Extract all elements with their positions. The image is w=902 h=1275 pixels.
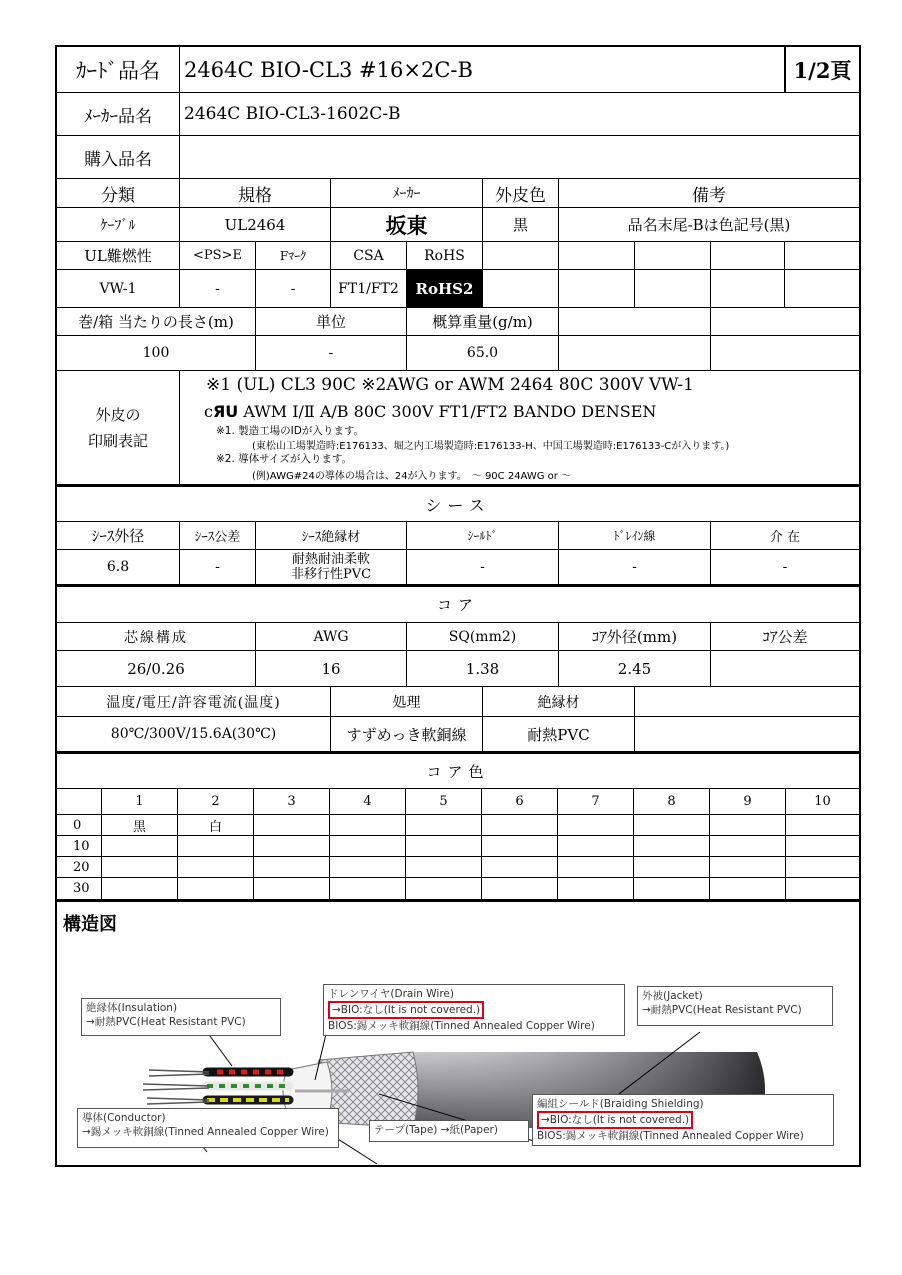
core-value-row — [57, 651, 859, 687]
color-cell — [330, 836, 406, 856]
ul-flame-header: UL難燃性 — [57, 242, 180, 269]
tape-callout — [369, 1120, 529, 1142]
purchase-name-row — [57, 136, 859, 179]
color-cell — [558, 857, 634, 877]
blank-cell — [483, 242, 559, 269]
length-value-row — [57, 336, 859, 371]
conductor-construction-header: 芯線構成 — [57, 623, 256, 650]
core-od-header: ｺｱ外径(mm) — [559, 623, 711, 650]
card-name-label: ｶｰﾄﾞ品名 — [57, 47, 180, 92]
shield-callout — [532, 1094, 834, 1146]
blank-cell — [635, 242, 711, 269]
color-cell — [330, 857, 406, 877]
insulation-line1: 絶縁体(Insulation) — [86, 1002, 178, 1014]
temp-rating-header: 温度/電圧/許容電流(温度) — [57, 687, 331, 716]
maker-name-value: 2464C BIO-CL3-1602C-B — [184, 104, 401, 124]
color-cell — [558, 836, 634, 856]
unit-header: 単位 — [256, 308, 407, 335]
color-cell — [634, 836, 710, 856]
sheath-od-value: 6.8 — [57, 550, 180, 584]
core-title: コア — [436, 596, 479, 614]
standard-header: 規格 — [180, 179, 331, 207]
color-row — [57, 836, 859, 857]
filler-value: - — [782, 559, 788, 575]
filler-header: 介 在 — [769, 530, 801, 545]
color-cell — [710, 836, 786, 856]
print-marking-text — [182, 371, 857, 484]
color-column-header: 1 — [102, 789, 178, 814]
sheath-tolerance-value: - — [180, 550, 256, 584]
blank-cell — [559, 242, 635, 269]
conductor-line1: 導体(Conductor) — [82, 1112, 166, 1124]
blank-cell — [483, 270, 559, 307]
classification-value-row — [57, 208, 859, 242]
color-cell: 黒 — [102, 815, 178, 835]
color-column-header: 6 — [482, 789, 558, 814]
color-cell — [406, 878, 482, 899]
print-label-line1: 外皮の — [95, 405, 141, 424]
spec-sheet — [55, 45, 861, 1167]
print-note-2-detail: (例)AWG#24の導体の場合は、24が入ります。 ～ 90C 24AWG or ～ — [252, 471, 572, 482]
awg-header: AWG — [256, 623, 407, 650]
color-row-label: 20 — [57, 857, 102, 877]
color-column-header: 4 — [330, 789, 406, 814]
drain-wire-callout — [323, 984, 625, 1036]
color-row — [57, 878, 859, 902]
blank-cell — [785, 242, 859, 269]
sheath-material-header: ｼｰｽ絶縁材 — [256, 522, 407, 549]
color-row-label: 0 — [57, 815, 102, 835]
color-column-header: 8 — [634, 789, 710, 814]
print-note-1-detail: (東松山工場製造時:E176133、堀之内工場製造時:E176133-H、中国工場製造時:E176133-Cが入ります。) — [252, 441, 730, 452]
color-cell — [634, 878, 710, 899]
color-column-header: 2 — [178, 789, 254, 814]
remarks-value: 品名末尾-Bは色記号(黒) — [627, 216, 791, 234]
jacket-color-value: 黒 — [483, 208, 559, 241]
ul-flame-value: VW-1 — [57, 270, 180, 307]
jacket-callout — [637, 986, 833, 1026]
color-cell — [558, 815, 634, 835]
core-tolerance-value — [711, 651, 859, 686]
core-tolerance-header: ｺｱ公差 — [762, 628, 808, 646]
maker-name-row — [57, 93, 859, 136]
f-mark-header: Fﾏｰｸ — [256, 242, 331, 269]
page-number: 1/2頁 — [785, 47, 859, 92]
color-column-header: 9 — [710, 789, 786, 814]
length-header-row — [57, 308, 859, 336]
pse-header: <PS>E — [180, 242, 256, 269]
color-column-header: 7 — [558, 789, 634, 814]
color-header-row — [57, 789, 859, 815]
color-cell — [786, 815, 859, 835]
color-cell — [482, 815, 558, 835]
sheath-od-header: ｼｰｽ外径 — [57, 522, 180, 549]
color-column-header: 10 — [814, 794, 831, 809]
insulation-header: 絶縁材 — [483, 687, 635, 716]
temp-rating-value: 80℃/300V/15.6A(30℃) — [57, 717, 331, 751]
color-row — [57, 815, 859, 836]
color-cell — [786, 878, 859, 899]
blank-cell — [635, 717, 859, 751]
color-cell — [482, 836, 558, 856]
blank-cell — [785, 270, 859, 307]
sheath-header-row — [57, 522, 859, 550]
sheath-material-value — [256, 550, 407, 584]
color-cell — [406, 836, 482, 856]
blank-cell — [711, 270, 785, 307]
blank-cell — [711, 336, 859, 370]
maker-header: ﾒｰｶｰ — [331, 179, 483, 207]
drain-line2: →BIO:なし(It is not covered.) — [328, 1001, 484, 1019]
blank-cell — [559, 270, 635, 307]
sheath-value-row — [57, 550, 859, 587]
print-marking-label — [57, 371, 180, 484]
rohs-badge: RoHS2 — [407, 270, 483, 307]
classification-header-row — [57, 179, 859, 208]
blank-cell — [635, 270, 711, 307]
shield-line1: 編組シールド(Braiding Shielding) — [537, 1098, 704, 1110]
color-row-label: 30 — [57, 878, 102, 899]
sheath-material-line1: 耐熱耐油柔軟 — [291, 552, 370, 567]
drain-line3: BIOS:錫メッキ軟銅線(Tinned Annealed Copper Wire) — [328, 1020, 595, 1032]
color-cell — [254, 878, 330, 899]
color-cell — [254, 857, 330, 877]
print-note-1: ※1. 製造工場のIDが入ります。 — [216, 425, 364, 437]
card-name-row — [57, 47, 859, 93]
csa-header: CSA — [331, 242, 407, 269]
color-column-header: 3 — [254, 789, 330, 814]
color-cell — [406, 857, 482, 877]
drain-header: ﾄﾞﾚｲﾝ線 — [559, 522, 711, 549]
core-od-value: 2.45 — [559, 651, 711, 686]
cores — [207, 1072, 289, 1112]
csa-value: FT1/FT2 — [331, 270, 407, 307]
color-cell — [254, 836, 330, 856]
sq-header: SQ(mm2) — [407, 623, 559, 650]
maker-name-label: ﾒｰｶｰ品名 — [57, 93, 180, 135]
blank-cell — [559, 336, 711, 370]
shield-value: - — [407, 550, 559, 584]
color-cell — [786, 836, 859, 856]
ul-mark-icon: ЯU — [212, 402, 239, 421]
color-row — [57, 857, 859, 878]
color-cell — [710, 878, 786, 899]
weight-header: 概算重量(g/m) — [407, 308, 559, 335]
sheath-material-line2: 非移行性PVC — [290, 567, 372, 582]
conductor-construction-value: 26/0.26 — [57, 651, 256, 686]
standards-header-row — [57, 242, 859, 270]
standard-value: UL2464 — [180, 208, 331, 241]
core-temp-header-row — [57, 687, 859, 717]
sheath-title-row — [57, 487, 859, 522]
shield-line2: →BIO:なし(It is not covered.) — [537, 1111, 693, 1129]
purchase-name-value — [180, 136, 859, 178]
color-cell — [482, 857, 558, 877]
color-cell — [102, 878, 178, 899]
length-value: 100 — [57, 336, 256, 370]
f-mark-value: - — [256, 270, 331, 307]
color-cell — [178, 836, 254, 856]
color-cell — [330, 878, 406, 899]
jacket-line2: →耐熱PVC(Heat Resistant PVC) — [642, 1004, 802, 1016]
print-note-2: ※2. 導体サイズが入ります。 — [216, 453, 352, 465]
blank-cell — [711, 242, 785, 269]
jacket-color-header: 外皮色 — [483, 179, 559, 207]
drain-value: - — [559, 550, 711, 584]
maker-value: 坂東 — [331, 208, 483, 241]
standards-value-row — [57, 270, 859, 308]
treatment-header: 処理 — [331, 687, 483, 716]
sheath-tolerance-header: ｼｰｽ公差 — [180, 522, 256, 549]
blank-cell — [711, 308, 859, 335]
rohs-header: RoHS — [407, 242, 483, 269]
sq-value: 1.38 — [407, 651, 559, 686]
color-cell — [786, 857, 859, 877]
color-cell — [710, 815, 786, 835]
color-cell — [634, 857, 710, 877]
color-cell — [330, 815, 406, 835]
tape-line: テープ(Tape) →紙(Paper) — [374, 1124, 498, 1136]
pse-value: - — [180, 270, 256, 307]
awg-value: 16 — [256, 651, 407, 686]
shield-line3: BIOS:錫メッキ軟銅線(Tinned Annealed Copper Wire) — [537, 1130, 804, 1142]
color-cell — [178, 857, 254, 877]
jacket-line1: 外被(Jacket) — [642, 990, 703, 1002]
color-cell — [558, 878, 634, 899]
insulation-callout — [81, 998, 281, 1036]
blank-cell — [559, 308, 711, 335]
print-line-1: ※1 (UL) CL3 90C ※2AWG or AWM 2464 80C 300V VW-1 — [206, 375, 694, 395]
drain-line1: ドレンワイヤ(Drain Wire) — [328, 988, 454, 1000]
unit-value: - — [256, 336, 407, 370]
diagram-title: 構造図 — [63, 914, 117, 935]
classification-header: 分類 — [57, 179, 180, 207]
core-color-title-row — [57, 754, 859, 789]
color-cell — [102, 857, 178, 877]
print-c-prefix: c — [204, 402, 213, 421]
structure-diagram — [57, 902, 859, 1165]
purchase-name-label: 購入品名 — [57, 136, 180, 178]
treatment-value: すずめっき軟銅線 — [331, 717, 483, 751]
core-color-title: コア色 — [426, 762, 490, 781]
length-header: 巻/箱 当たりの長さ(m) — [57, 308, 256, 335]
print-line-2 — [204, 402, 656, 421]
color-cell — [102, 836, 178, 856]
core-title-row — [57, 587, 859, 623]
blank-cell — [635, 687, 859, 716]
print-line-2-text: AWM Ⅰ/Ⅱ A/B 80C 300V FT1/FT2 BANDO DENSEN — [238, 402, 657, 421]
color-column-header: 5 — [406, 789, 482, 814]
card-name-value: 2464C BIO-CL3 #16×2C-B — [180, 47, 785, 92]
color-cell — [634, 815, 710, 835]
weight-value: 65.0 — [407, 336, 559, 370]
color-cell — [178, 878, 254, 899]
remarks-header: 備考 — [692, 185, 726, 206]
color-corner-cell — [57, 789, 102, 814]
print-label-line2: 印刷表記 — [87, 431, 148, 450]
shield-header: ｼｰﾙﾄﾞ — [407, 522, 559, 549]
conductor-line2: →錫メッキ軟銅線(Tinned Annealed Copper Wire) — [82, 1126, 329, 1138]
color-cell — [406, 815, 482, 835]
insulation-value: 耐熱PVC — [483, 717, 635, 751]
color-cell — [254, 815, 330, 835]
core-header-row — [57, 623, 859, 651]
color-cell — [710, 857, 786, 877]
core-temp-value-row — [57, 717, 859, 754]
insulation-line2: →耐熱PVC(Heat Resistant PVC) — [86, 1016, 246, 1028]
color-cell: 白 — [178, 815, 254, 835]
color-cell — [482, 878, 558, 899]
color-row-label: 10 — [57, 836, 102, 856]
print-marking-row — [57, 371, 859, 487]
classification-value: ｹｰﾌﾞﾙ — [57, 208, 180, 241]
sheath-title: シース — [425, 495, 491, 515]
conductor-callout — [77, 1108, 339, 1148]
